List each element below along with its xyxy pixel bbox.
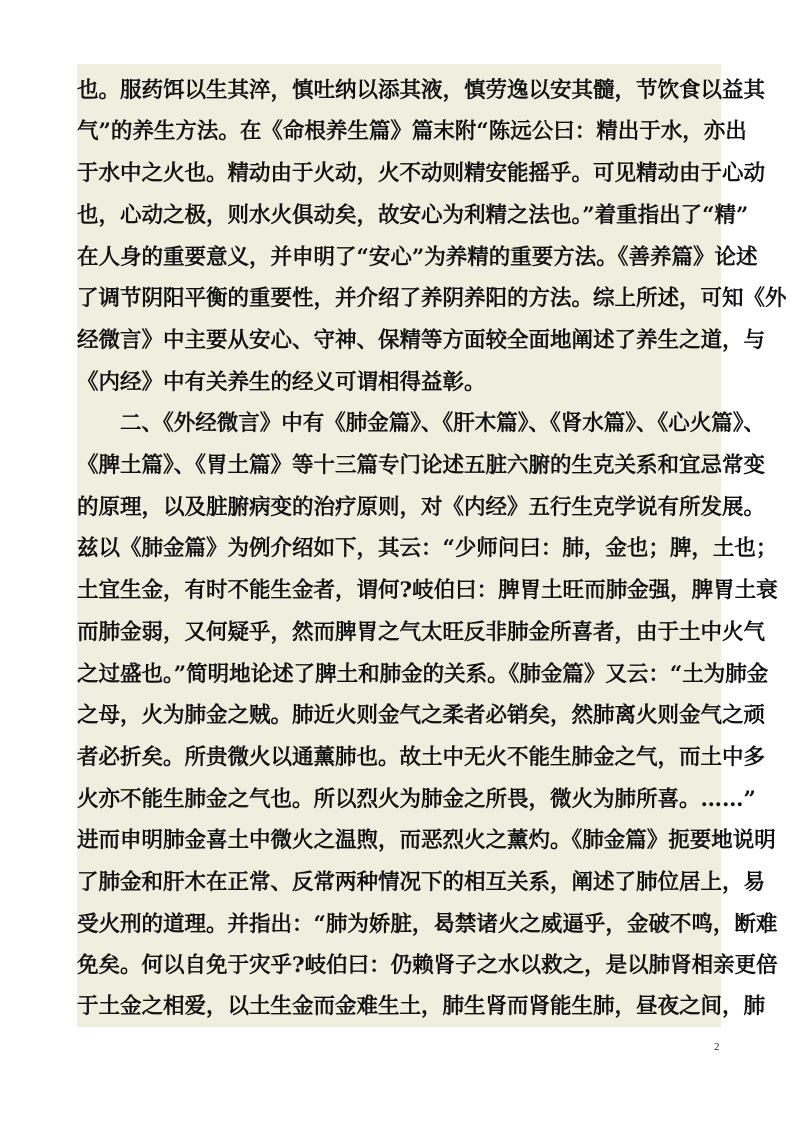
page-number: 2 <box>714 1041 720 1053</box>
text-line: 经微言》中主要从安心、守神、保精等方面较全面地阐述了养生之道，与 <box>77 328 766 353</box>
text-line: 之过盛也。”简明地论述了脾土和肺金的关系。《肺金篇》又云：“土为肺金 <box>77 662 769 687</box>
text-line: 气”的养生方法。在《命根养生篇》篇末附“陈远公曰：精出于水，亦出 <box>77 119 747 144</box>
text-line: 于水中之火也。精动由于火动，火不动则精安能摇乎。可见精动由于心动 <box>77 161 766 186</box>
text-line: 也。服药饵以生其淬，慎吐纳以添其液，慎劳逸以安其髓，节饮食以益其 <box>77 78 766 103</box>
text-line: 了调节阴阳平衡的重要性，并介绍了养阴养阳的方法。综上所述，可知《外 <box>77 286 787 311</box>
text-line: 《内经》中有关养生的经义可谓相得益彰。 <box>77 370 486 395</box>
text-line: 受火刑的道理。并指出：“肺为娇脏，曷禁诸火之威逼乎，金破不鸣，断难 <box>77 912 778 937</box>
text-line: 之母，火为肺金之贼。肺近火则金气之柔者必销矣，然肺离火则金气之顽 <box>77 703 766 728</box>
text-line: 进而申明肺金喜土中微火之温煦，而恶烈火之薰灼。《肺金篇》扼要地说明 <box>77 828 776 853</box>
text-line: 免矣。何以自免于灾乎?岐伯曰：仍赖肾子之水以救之，是以肺肾相亲更倍 <box>77 953 778 978</box>
text-line: 土宜生金，有时不能生金者，谓何?岐伯曰：脾胃土旺而肺金强，脾胃土衰 <box>77 578 778 603</box>
text-line: 《脾土篇》、《胃土篇》等十三篇专门论述五脏六腑的生克关系和宜忌常变 <box>77 453 766 478</box>
text-body <box>77 64 787 1027</box>
text-line: 火亦不能生肺金之气也。所以烈火为肺金之所畏，微火为肺所喜。……” <box>77 787 756 812</box>
text-line: 而肺金弱，又何疑乎，然而脾胃之气太旺反非肺金所喜者，由于土中火气 <box>77 620 766 645</box>
text-line: 二、《外经微言》中有《肺金篇》、《肝木篇》、《肾水篇》、《心火篇》、 <box>77 411 766 436</box>
text-line: 兹以《肺金篇》为例介绍如下，其云：“少师问曰：肺，金也；脾，土也； <box>77 536 778 561</box>
text-line: 了肺金和肝木在正常、反常两种情况下的相互关系，阐述了肺位居上，易 <box>77 870 766 895</box>
text-line: 于土金之相爱，以土生金而金难生土，肺生肾而肾能生肺，昼夜之间，肺 <box>77 994 766 1019</box>
text-line: 在人身的重要意义，并申明了“安心”为养精的重要方法。《善养篇》论述 <box>77 245 758 270</box>
text-line: 者必折矣。所贵微火以通薰肺也。故土中无火不能生肺金之气，而土中多 <box>77 745 766 770</box>
text-line: 的原理，以及脏腑病变的治疗原则，对《内经》五行生克学说有所发展。 <box>77 495 766 520</box>
text-line: 也，心动之极，则水火俱动矣，故安心为利精之法也。”着重指出了“精” <box>77 203 749 228</box>
